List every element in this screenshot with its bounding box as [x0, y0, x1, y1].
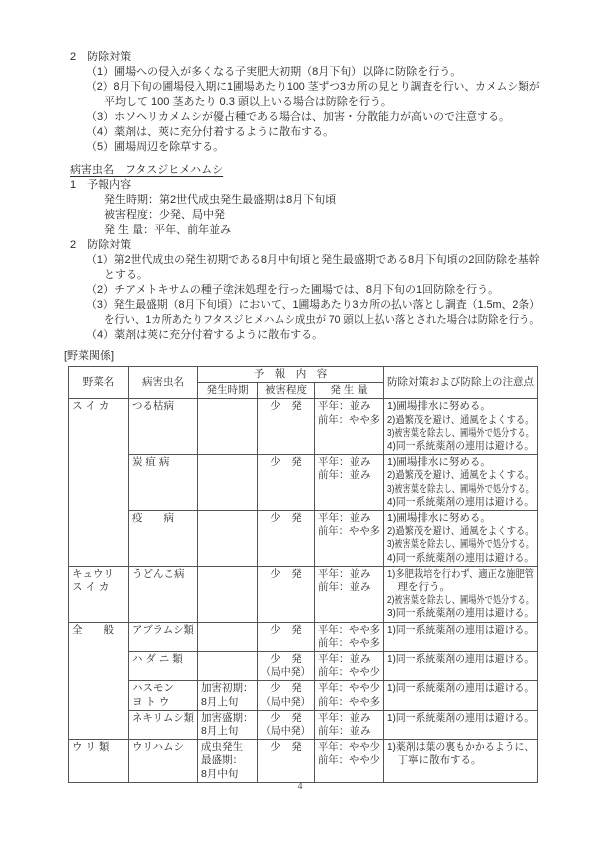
pest-cell	[129, 681, 198, 710]
table-row	[69, 740, 538, 783]
amount-cell-line: 前年：並み	[318, 469, 371, 482]
severity-cell-line: 少 発	[270, 682, 302, 695]
notes-cell-line: 2)過繁茂を避け、通風をよくする。	[387, 413, 535, 426]
amount-cell-line: 前年：やや多	[318, 695, 380, 708]
table-row	[69, 710, 538, 739]
amount-cell-line: 平年：並み	[318, 567, 371, 580]
col-header-amount	[315, 383, 384, 399]
text-line: （4）薬剤は莢に充分付着するように散布する。	[86, 329, 324, 341]
period-cell	[198, 710, 258, 739]
pest-cell-line: うどんこ病	[132, 567, 185, 580]
notes-cell	[384, 399, 538, 455]
notes-cell-line: 3)被害葉を除去し、圃場外で処分する。	[387, 426, 534, 439]
amount-cell	[315, 399, 384, 455]
severity-cell-line: 少 発	[270, 456, 302, 469]
pest-cell	[129, 566, 198, 622]
notes-cell	[384, 455, 538, 511]
pest-cell-line: ハスモン	[132, 682, 174, 695]
severity-cell	[258, 681, 315, 710]
col-header-pest-label: 病害虫名	[142, 376, 184, 389]
notes-cell-line: 1)圃場排水に努める。	[387, 400, 491, 413]
table-row	[69, 511, 538, 567]
table-header	[69, 367, 538, 399]
intro-block	[68, 50, 540, 343]
severity-cell	[258, 511, 315, 567]
period-cell	[198, 399, 258, 455]
pest-cell-line: ヨ ト ウ	[132, 695, 170, 708]
notes-cell	[384, 622, 538, 651]
col-header-forecast-label: 予 報 内 容	[253, 368, 328, 380]
vegetable-cell	[69, 566, 129, 622]
severity-cell	[258, 740, 315, 783]
text-line: 発 生 量：平年、前年並み	[104, 224, 232, 236]
pest-cell-line: 疫 病	[132, 512, 174, 525]
vegetable-cell-line: キュウリ	[72, 567, 114, 580]
text-line: とする。	[104, 269, 148, 281]
amount-cell	[315, 681, 384, 710]
text-line: 被害程度：少発、局中発	[104, 209, 225, 221]
vegetable-cell	[69, 622, 129, 740]
text-line: 発生時期：第2世代成虫発生最盛期は8月下旬頃	[104, 194, 337, 206]
table-row	[69, 455, 538, 511]
severity-cell-line: 少 発	[270, 741, 302, 754]
text-line: （2）チアメトキサムの種子塗沫処理を行った圃場では、8月下旬の1回防除を行う。	[86, 284, 500, 296]
vegetable-section-label: [野菜関係]	[64, 350, 115, 362]
severity-cell	[258, 710, 315, 739]
text-line: 平均して 100 茎あたり 0.3 頭以上いる場合は防除を行う。	[104, 96, 392, 108]
text-line: 2 防除対策	[70, 51, 132, 63]
vegetable-forecast-table	[68, 366, 538, 783]
col-header-period	[198, 383, 258, 399]
amount-cell-line: 前年：やや多	[318, 413, 380, 426]
amount-cell	[315, 455, 384, 511]
severity-cell-line: （局中発）	[261, 725, 311, 738]
pest-cell	[129, 511, 198, 567]
amount-cell	[315, 652, 384, 681]
table-row	[69, 681, 538, 710]
amount-cell-line: 平年：やや少	[318, 682, 380, 695]
amount-cell-line: 前年：並み	[318, 725, 371, 738]
amount-cell-line: 平年：並み	[318, 400, 371, 413]
notes-cell-line: 1)薬剤は葉の裏もかかるように、	[387, 741, 535, 754]
pest-cell	[129, 622, 198, 651]
pest-cell-line: ウリハムシ	[132, 741, 185, 754]
notes-cell-line: 1)多肥栽培を行わず、適正な施肥管	[387, 567, 535, 580]
pest-cell-line: アブラムシ類	[132, 623, 194, 636]
vegetable-cell	[69, 740, 129, 783]
severity-cell-line: （局中発）	[261, 695, 311, 708]
amount-cell-line: 前年：並み	[318, 581, 371, 594]
notes-cell-line: 3)同一系統薬剤の連用は避ける。	[387, 607, 535, 620]
table-row	[69, 399, 538, 455]
amount-cell-line: 平年：並み	[318, 653, 371, 666]
pest-cell	[129, 399, 198, 455]
notes-cell-line: 2)被害葉を除去し、圃場外で処分する。	[387, 594, 534, 607]
notes-cell	[384, 511, 538, 567]
period-cell	[198, 455, 258, 511]
notes-cell-line: 1)同一系統薬剤の連用は避ける。	[387, 682, 535, 695]
text-line: を行い、1カ所あたりフタスジヒメハムシ成虫が 70 頭以上払い落とされた場合は防除を行う。	[104, 314, 540, 326]
amount-cell	[315, 622, 384, 651]
period-cell-line: 8月上旬	[201, 725, 239, 738]
vegetable-cell-line: ウ リ 類	[72, 741, 110, 754]
amount-cell-line: 平年：やや少	[318, 741, 380, 754]
amount-cell-line: 前年：やや少	[318, 666, 380, 679]
col-header-severity-label: 被害程度	[265, 384, 307, 397]
col-header-vegetable	[69, 367, 129, 399]
period-cell-line: 8月上旬	[201, 695, 239, 708]
col-header-pest	[129, 367, 198, 399]
pest-cell	[129, 652, 198, 681]
vegetable-table-body	[69, 399, 538, 782]
vegetable-cell-line: ス イ カ	[72, 581, 110, 594]
pest-cell-line: つる枯病	[132, 400, 174, 413]
notes-cell	[384, 681, 538, 710]
notes-cell-line: 4)同一系統薬剤の連用は避ける。	[387, 551, 535, 564]
notes-cell	[384, 710, 538, 739]
pest-cell	[129, 710, 198, 739]
pest-cell	[129, 455, 198, 511]
text-line: （5）圃場周辺を除草する。	[86, 141, 225, 153]
pest-section-title: 病害虫名 フタスジヒメハムシ	[70, 164, 224, 176]
notes-cell-line: 2)過繁茂を避け、通風をよくする。	[387, 469, 535, 482]
col-header-period-label: 発生時期	[206, 384, 249, 397]
table-row	[69, 652, 538, 681]
amount-cell	[315, 566, 384, 622]
severity-cell	[258, 399, 315, 455]
severity-cell	[258, 622, 315, 651]
pest-cell	[129, 740, 198, 783]
amount-cell-line: 平年：並み	[318, 512, 371, 525]
vegetable-cell-line: ス イ カ	[72, 400, 110, 413]
period-cell	[198, 511, 258, 567]
period-cell	[198, 566, 258, 622]
notes-cell-line: 1)同一系統薬剤の連用は避ける。	[387, 623, 535, 636]
severity-cell-line: 少 発	[270, 623, 302, 636]
notes-cell-line: 丁寧に散布する。	[387, 754, 482, 767]
severity-cell-line: 少 発	[270, 512, 302, 525]
period-cell	[198, 681, 258, 710]
amount-cell-line: 前年：やや少	[318, 754, 380, 767]
col-header-amount-label: 発 生 量	[330, 384, 368, 397]
pest-cell-line: 炭 疽 病	[132, 456, 170, 469]
page-content	[64, 50, 540, 783]
amount-cell-line: 前年：やや多	[318, 525, 380, 538]
col-header-forecast	[198, 367, 384, 383]
col-header-notes-label: 防除対策および防除上の注意点	[387, 376, 535, 389]
vegetable-cell-line: 全 般	[72, 623, 114, 636]
notes-cell-line: 3)被害葉を除去し、圃場外で処分する。	[387, 538, 534, 551]
text-line: （1）圃場への侵入が多くなる子実肥大初期（8月下旬）以降に防除を行う。	[86, 66, 462, 78]
blank-line	[70, 155, 540, 163]
text-line: （3）ホソヘリカメムシが優占種である場合は、加害・分散能力が高いので注意する。	[86, 111, 511, 123]
text-line: 2 防除対策	[70, 239, 132, 251]
severity-cell	[258, 652, 315, 681]
notes-cell-line: 4)同一系統薬剤の連用は避ける。	[387, 440, 535, 453]
notes-cell	[384, 652, 538, 681]
table-row	[69, 566, 538, 622]
severity-cell	[258, 566, 315, 622]
text-line: （1）第2世代成虫の発生初期である8月中旬頃と発生最盛期である8月下旬頃の2回防除を基幹	[86, 254, 540, 266]
amount-cell	[315, 710, 384, 739]
severity-cell-line: 少 発	[270, 711, 302, 724]
amount-cell	[315, 740, 384, 783]
col-header-vegetable-label: 野菜名	[82, 376, 115, 389]
page-number: 4	[297, 781, 303, 792]
period-cell-line: 8月中旬	[201, 767, 239, 780]
period-cell-line: 最盛期：	[201, 754, 243, 767]
notes-cell	[384, 566, 538, 622]
notes-cell	[384, 740, 538, 783]
amount-cell	[315, 511, 384, 567]
notes-cell-line: 3)被害葉を除去し、圃場外で処分する。	[387, 482, 534, 495]
pest-cell-line: ネキリムシ類	[132, 711, 194, 724]
period-cell	[198, 652, 258, 681]
notes-cell-line: 4)同一系統薬剤の連用は避ける。	[387, 495, 535, 508]
vegetable-cell	[69, 399, 129, 566]
severity-cell-line: 少 発	[270, 400, 302, 413]
text-line: （2）8月下旬の圃場侵入期に1圃場あたり100 茎ずつ3カ所の見とり調査を行い、カメムシ類が	[86, 81, 540, 93]
text-line: （4）薬剤は、莢に充分付着するように散布する。	[86, 126, 335, 138]
notes-cell-line: 1)圃場排水に努める。	[387, 456, 491, 469]
col-header-notes	[384, 367, 538, 399]
col-header-severity	[258, 383, 315, 399]
notes-cell-line: 1)圃場排水に努める。	[387, 512, 491, 525]
severity-cell-line: 少 発	[270, 653, 302, 666]
amount-cell-line: 前年：やや多	[318, 636, 380, 649]
notes-cell-line: 1)同一系統薬剤の連用は避ける。	[387, 653, 535, 666]
text-line: 1 予報内容	[70, 179, 132, 191]
period-cell-line: 加害盛期：	[201, 711, 254, 724]
severity-cell-line: 少 発	[270, 567, 302, 580]
pest-cell-line: ハ ダ ニ 類	[132, 653, 183, 666]
period-cell	[198, 740, 258, 783]
table-row	[69, 622, 538, 651]
amount-cell-line: 平年：並み	[318, 456, 371, 469]
text-line: （3）発生最盛期（8月下旬頃）において、1圃場あたり3カ所の払い落とし調査（1.5m、2条）	[86, 299, 540, 311]
notes-cell-line: 2)過繁茂を避け、通風をよくする。	[387, 525, 535, 538]
notes-cell-line: 1)同一系統薬剤の連用は避ける。	[387, 711, 535, 724]
amount-cell-line: 平年：やや多	[318, 623, 380, 636]
table-header-row-1	[69, 367, 538, 383]
severity-cell	[258, 455, 315, 511]
amount-cell-line: 平年：並み	[318, 711, 371, 724]
period-cell	[198, 622, 258, 651]
notes-cell-line: 理を行う。	[387, 581, 451, 594]
severity-cell-line: （局中発）	[261, 666, 311, 679]
period-cell-line: 成虫発生	[201, 741, 243, 754]
period-cell-line: 加害初期：	[201, 682, 254, 695]
